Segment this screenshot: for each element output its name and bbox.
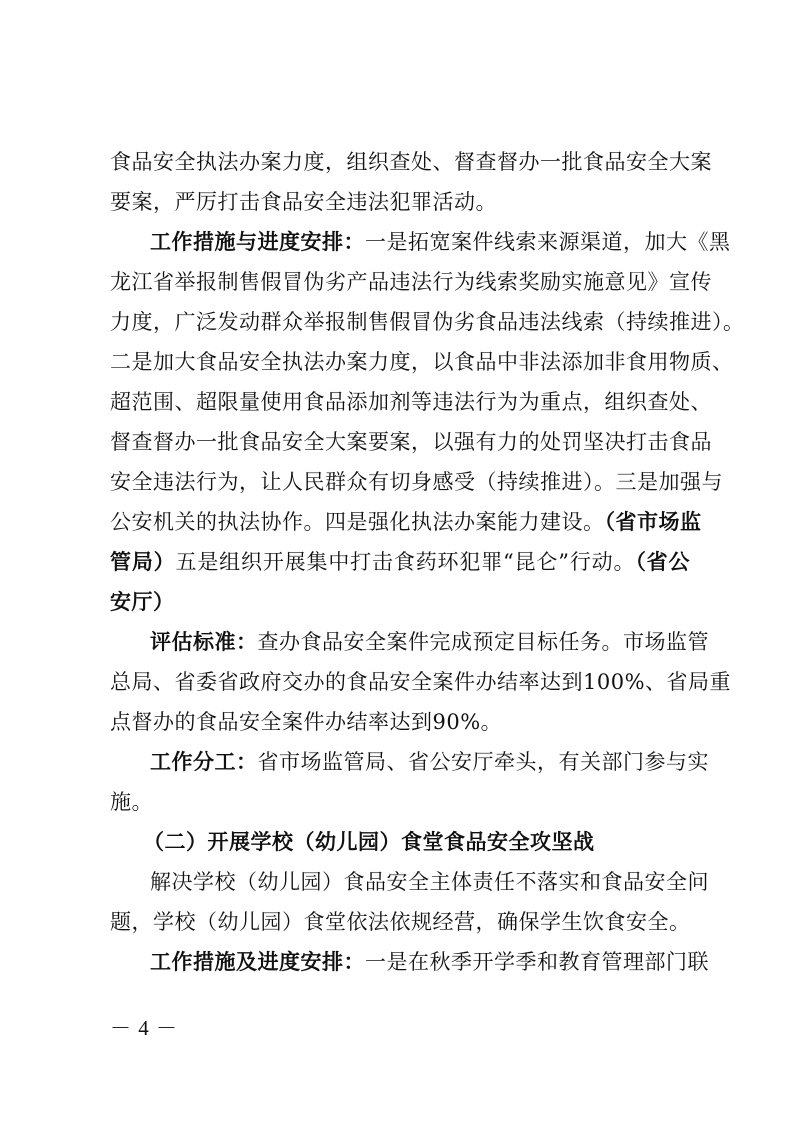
paragraph-line: 总局、省委省政府交办的食品安全案件办结率达到100%、省局重 — [110, 670, 732, 694]
paragraph-text: 省市场监管局、省公安厅牵头，有关部门参与实 — [257, 750, 709, 774]
section-label: 评估标准： — [150, 629, 258, 654]
paragraph-line — [150, 942, 709, 982]
paragraph-line — [150, 222, 731, 262]
responsible-dept: （省市场监 — [604, 509, 702, 534]
paragraph-line: 二是加大食品安全执法办案力度，以食品中非法添加非食用物质、 — [110, 350, 734, 374]
paragraph-text: 五是组织开展集中打击食药环犯罪“昆仑”行动。 — [175, 550, 636, 574]
paragraph-line: 要案，严厉打击食品安全违法犯罪活动。 — [110, 190, 497, 214]
responsible-dept: 管局） — [110, 549, 176, 574]
section-label: 工作分工： — [150, 749, 258, 774]
paragraph-line — [110, 542, 690, 582]
paragraph-text: 一是拓宽案件线索来源渠道，加大《黑 — [365, 230, 731, 254]
page-number: － 4 － — [110, 1016, 178, 1040]
section-heading: （二）开展学校（幼儿园）食堂食品安全攻坚战 — [143, 829, 595, 854]
paragraph-line: 题，学校（幼儿园）食堂依法依规经营，确保学生饮食安全。 — [110, 910, 691, 934]
paragraph-text: 一是在秋季开学季和教育管理部门联 — [365, 950, 709, 974]
paragraph-line: 力度，广泛发动群众举报制售假冒伪劣食品违法线索（持续推进）。 — [110, 310, 745, 334]
paragraph-line: 超范围、超限量使用食品添加剂等违法行为为重点，组织查处、 — [110, 390, 712, 414]
section-label: 工作措施与进度安排： — [150, 229, 365, 254]
paragraph-text: 查办食品安全案件完成预定目标任务。市场监管 — [257, 630, 709, 654]
paragraph-text: 公安机关的执法协作。四是强化执法办案能力建设。 — [110, 510, 605, 534]
paragraph-line — [150, 622, 709, 662]
paragraph-line — [150, 742, 709, 782]
paragraph-line: 食品安全执法办案力度，组织查处、督查督办一批食品安全大案 — [110, 150, 712, 174]
paragraph-line: 施。 — [110, 790, 153, 814]
responsible-dept: 安厅） — [110, 589, 175, 614]
responsible-dept: （省公 — [635, 549, 691, 574]
paragraph-line: 安全违法行为，让人民群众有切身感受（持续推进）。三是加强与 — [110, 470, 723, 494]
paragraph-line: 督查督办一批食品安全大案要案，以强有力的处罚坚决打击食品 — [110, 430, 712, 454]
paragraph-line — [110, 502, 702, 542]
section-label: 工作措施及进度安排： — [150, 949, 365, 974]
paragraph-line: 龙江省举报制售假冒伪劣产品违法行为线索奖励实施意见》宣传 — [110, 270, 712, 294]
paragraph-line: 点督办的食品安全案件办结率达到90%。 — [110, 710, 503, 734]
paragraph-line: 解决学校（幼儿园）食品安全主体责任不落实和食品安全问 — [150, 870, 709, 894]
